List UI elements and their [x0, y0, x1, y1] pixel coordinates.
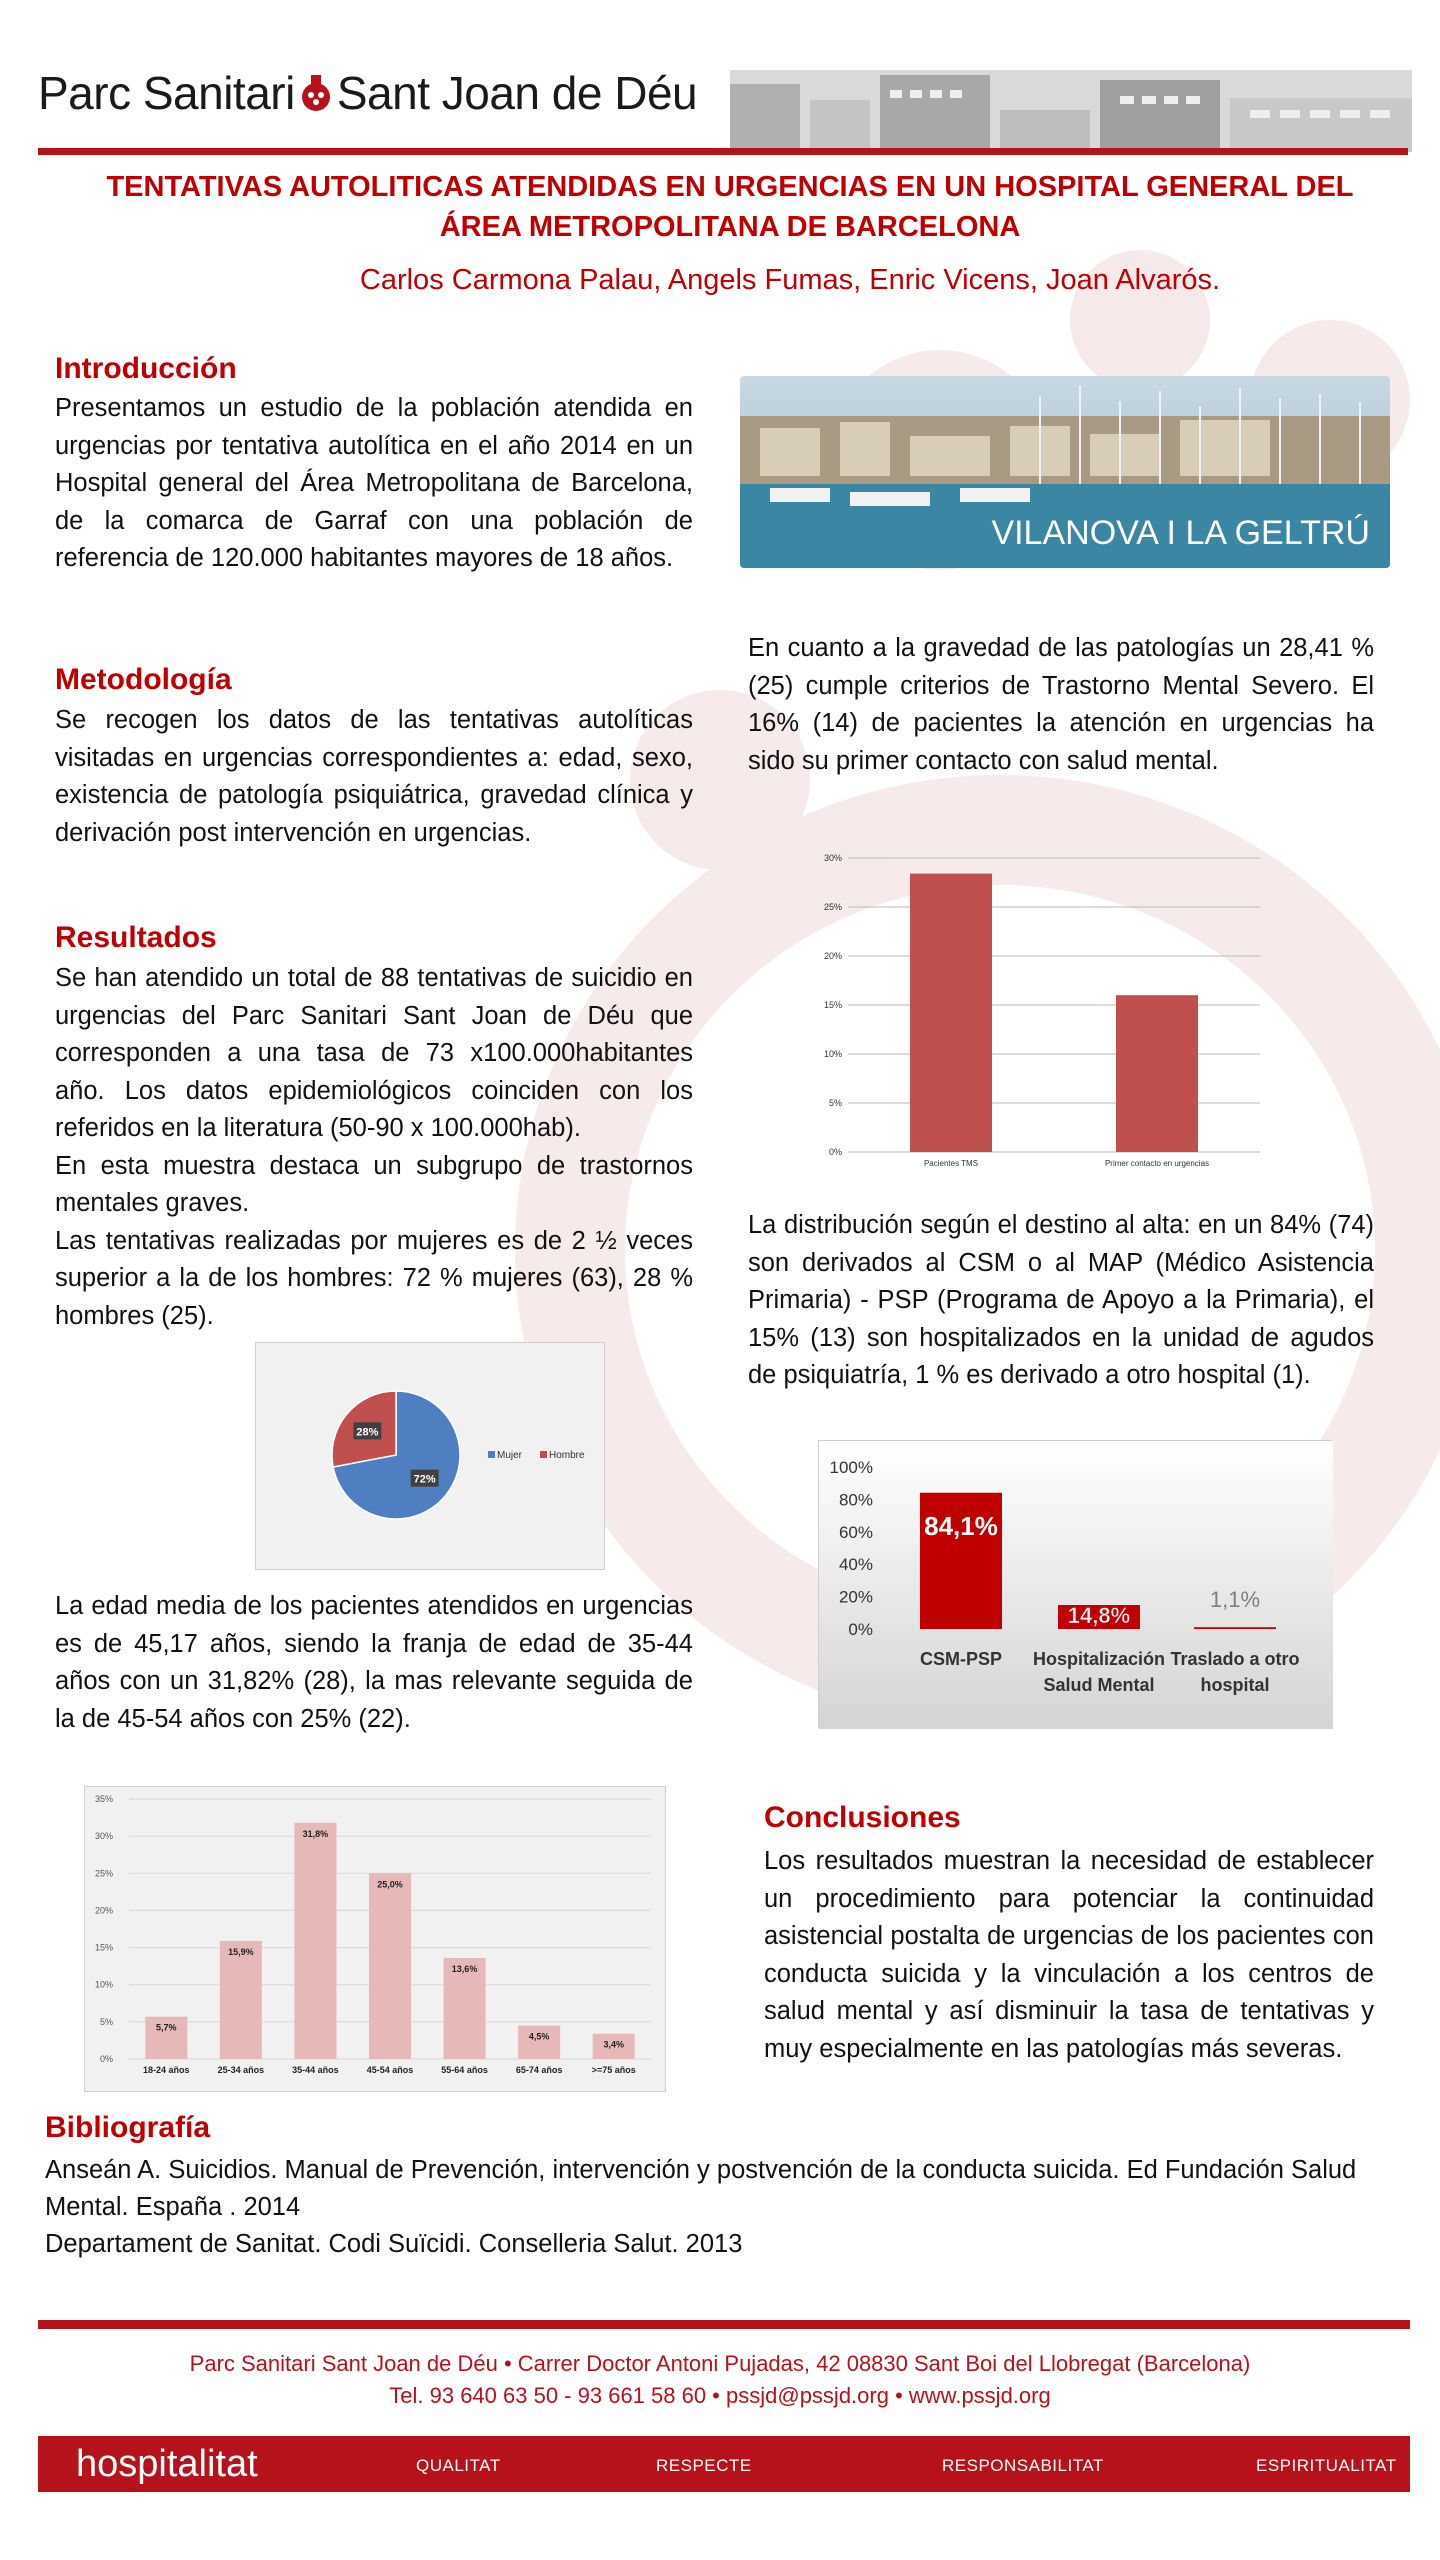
results-text [55, 960, 693, 1335]
tms-ytick-6: 30% [823, 853, 842, 863]
age-value-label-1: 15,9% [228, 1946, 254, 1957]
footer-band [38, 2436, 1410, 2492]
age-value-label-2: 31,8% [302, 1828, 329, 1839]
dest-value-label-2: 1,1% [1209, 1587, 1261, 1613]
footer-address-block [0, 2348, 1440, 2412]
age-value-label-4: 13,6% [451, 1963, 478, 1974]
footer-divider [38, 2320, 1410, 2329]
tms-ytick-4: 20% [823, 951, 842, 961]
pie-legend-swatch-0 [488, 1451, 495, 1458]
dest-bar-2 [1194, 1627, 1276, 1629]
footer-value-2: RESPECTE [656, 2456, 752, 2475]
pie-legend-1: Hombre [549, 1450, 585, 1461]
vilanova-harbor-image [740, 376, 1390, 568]
bibliography-heading: Bibliografía [45, 2111, 211, 2144]
logo-pomegranate-icon [299, 71, 333, 115]
methods-text: Se recogen los datos de las tentativas autolíticas visitadas en urgencias correspondientes a: edad, sexo, existencia de patología psiquiátrica, gravedad clínica y derivación post intervención en urgencias. [55, 706, 693, 847]
methods-heading: Metodología [55, 663, 232, 696]
results-p3: Las tentativas realizadas por mujeres es de 2 ½ veces superior a la de los hombres: 72 % mujeres (63), 28 % hombres (25). [55, 1226, 693, 1330]
age-value-label-6: 3,4% [603, 2039, 624, 2050]
age-ytick-6: 30% [94, 1831, 113, 1842]
age-xlabel-3: 45-54 años [366, 2065, 414, 2075]
age-text: La edad media de los pacientes atendidos en urgencias es de 45,17 años, siendo la franja de edad de 35-44 años con un 31,82% (28), la mas relevante seguida de la de 45-54 años con 25% (22). [55, 1592, 693, 1733]
dest-ytick-1: 20% [838, 1587, 873, 1607]
dest-ytick-5: 100% [829, 1458, 873, 1477]
logo-text-right: Sant Joan de Déu [336, 67, 698, 119]
dest-xlabel-0-0: CSM-PSP [919, 1649, 1003, 1669]
dest-xlabel-2-1: hospital [1200, 1675, 1270, 1695]
bibliography-ref-1: Anseán A. Suicidios. Manual de Prevención, intervención y postvención de la conducta suicida. Ed Fundación Salud Mental. España . 2014 [45, 2156, 1357, 2221]
conclusions-heading: Conclusiones [764, 1801, 961, 1834]
bibliography-list [45, 2152, 1415, 2263]
authors: Carlos Carmona Palau, Angels Fumas, Enric Vicens, Joan Alvarós. [359, 264, 1221, 296]
tms-bar-0 [910, 874, 992, 1152]
age-xlabel-4: 55-64 años [441, 2065, 488, 2075]
pie-label-1: 28% [356, 1426, 379, 1439]
tms-ytick-0: 0% [828, 1147, 842, 1157]
destination-text: La distribución según el destino al alta: en un 84% (74) son derivados al CSM o al MAP (Médico Asistencia Primaria) - PSP (Programa de Apoyo a la Primaria), el 15% (13) son hospitalizados en la unidad de agudos de psiquiatría, 1 % es derivado a otro hospital (1). [748, 1211, 1374, 1389]
age-bar-chart [84, 1786, 666, 2092]
intro-heading: Introducción [55, 352, 237, 385]
age-value-label-5: 4,5% [528, 2031, 550, 2042]
age-ytick-5: 25% [94, 1868, 113, 1879]
footer-contact: Tel. 93 640 63 50 - 93 661 58 60 • pssjd@pssjd.org • www.pssjd.org [389, 2383, 1051, 2408]
header-buildings-image [730, 70, 1412, 152]
dest-ytick-4: 80% [838, 1490, 873, 1510]
pie-legend-swatch-1 [540, 1451, 547, 1458]
logo-text-left: Parc Sanitari [38, 67, 295, 119]
conclusions-text: Los resultados muestran la necesidad de establecer un procedimiento para potenciar la continuidad asistencial postalta de urgencias de los pacientes con conducta suicida y la vinculación a los centros de salud mental y así disminuir la tasa de tentativas y muy especialmente en las patologías más severas. [764, 1847, 1374, 2063]
footer-value-3: RESPONSABILITAT [942, 2456, 1104, 2475]
tms-text: En cuanto a la gravedad de las patologías un 28,41 % (25) cumple criterios de Trastorno Mental Severo. El 16% (14) de pacientes la atención en urgencias ha sido su primer contacto con salud mental. [748, 634, 1374, 775]
bibliography-ref-2: Departament de Sanitat. Codi Suïcidi. Conselleria Salut. 2013 [45, 2230, 743, 2258]
tms-xlabel-1: Primer contacto en urgencias [1104, 1159, 1210, 1168]
dest-ytick-2: 40% [838, 1555, 873, 1575]
dest-ytick-0: 0% [848, 1620, 873, 1639]
results-heading: Resultados [55, 921, 217, 954]
results-p2: En esta muestra destaca un subgrupo de trastornos mentales graves. [55, 1151, 693, 1217]
age-ytick-4: 20% [94, 1905, 113, 1916]
footer-value-1: QUALITAT [416, 2456, 501, 2475]
dest-value-label-1: 14,8% [1067, 1603, 1131, 1628]
hospital-logo [38, 66, 697, 120]
dest-ytick-3: 60% [838, 1522, 873, 1542]
age-ytick-1: 5% [99, 2016, 113, 2027]
results-p1: Se han atendido un total de 88 tentativas de suicidio en urgencias del Parc Sanitari Sant Joan de Déu que corresponden a una tasa de 73 x100.000habitantes año. Los datos epidemiológicos coinciden con los referidos en la literatura (50-90 x 100.000hab). [55, 964, 693, 1142]
age-xlabel-0: 18-24 años [143, 2065, 190, 2075]
destination-bar-chart [818, 1440, 1332, 1728]
sex-pie-chart [255, 1342, 605, 1570]
age-bar-3 [369, 1873, 411, 2059]
age-bar-2 [294, 1823, 336, 2059]
age-xlabel-1: 25-34 años [217, 2065, 265, 2075]
pie-legend-0: Mujer [497, 1450, 523, 1461]
header-divider [38, 148, 1408, 155]
age-xlabel-2: 35-44 años [292, 2065, 339, 2075]
poster-title-line1: TENTATIVAS AUTOLITICAS ATENDIDAS EN URGENCIAS EN UN HOSPITAL GENERAL DEL [106, 171, 1354, 203]
age-value-label-3: 25,0% [377, 1879, 403, 1890]
dest-value-label-0: 84,1% [924, 1510, 998, 1541]
tms-xlabel-0: Pacientes TMS [923, 1159, 979, 1168]
tms-bar-chart [800, 842, 1270, 1172]
tms-ytick-1: 5% [828, 1098, 842, 1108]
tms-ytick-3: 15% [823, 1000, 842, 1010]
pie-label-0: 72% [413, 1473, 436, 1486]
footer-value-4: ESPIRITUALITAT [1256, 2456, 1397, 2475]
age-ytick-7: 35% [94, 1794, 113, 1804]
tms-bar-1 [1116, 995, 1198, 1152]
age-ytick-0: 0% [99, 2054, 113, 2064]
poster-title-line2: ÁREA METROPOLITANA DE BARCELONA [439, 211, 1021, 243]
age-bar-1 [220, 1941, 262, 2059]
dest-xlabel-1-1: Salud Mental [1043, 1675, 1155, 1695]
dest-xlabel-2-0: Traslado a otro [1170, 1649, 1300, 1669]
tms-ytick-5: 25% [823, 902, 842, 912]
age-value-label-0: 5,7% [156, 2022, 177, 2033]
dest-xlabel-1-0: Hospitalización [1032, 1649, 1166, 1669]
intro-text: Presentamos un estudio de la población atendida en urgencias por tentativa autolítica en el año 2014 en un Hospital general del Área Metropolitana de Barcelona, de la comarca de Garraf con una población de referencia de 120.000 habitantes mayores de 18 años. [55, 394, 693, 572]
age-ytick-2: 10% [94, 1979, 113, 1990]
age-xlabel-6: >=75 años [591, 2065, 636, 2075]
footer-address: Parc Sanitari Sant Joan de Déu • Carrer Doctor Antoni Pujadas, 42 08830 Sant Boi del Llobregat (Barcelona) [189, 2351, 1251, 2376]
age-ytick-3: 15% [94, 1942, 113, 1953]
tms-ytick-2: 10% [823, 1049, 842, 1059]
age-xlabel-5: 65-74 años [515, 2065, 563, 2075]
photo-caption: VILANOVA I LA GELTRÚ [991, 514, 1370, 552]
footer-brand: hospitalitat [76, 2442, 258, 2485]
